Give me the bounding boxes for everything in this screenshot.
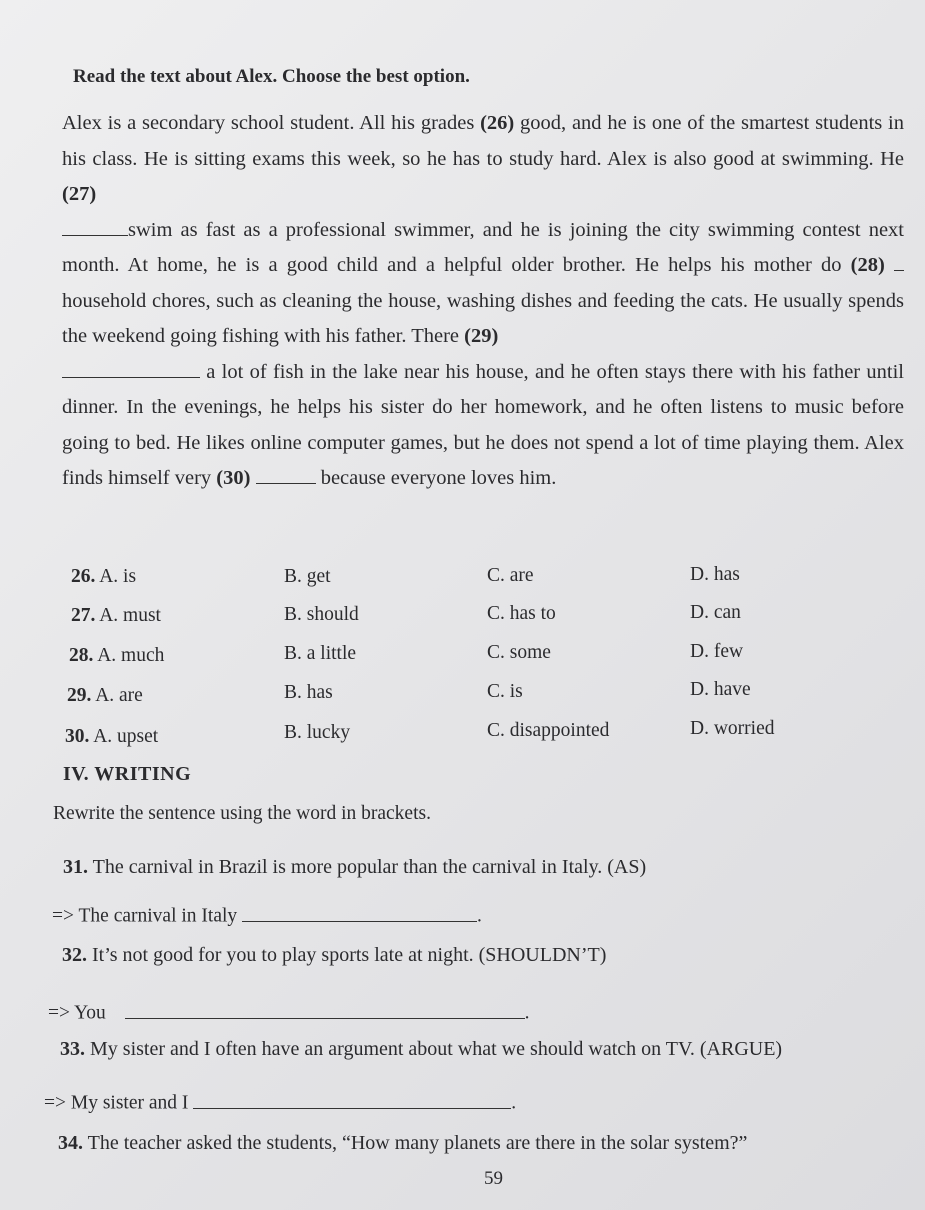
answer-line[interactable] [193,1088,511,1109]
passage-text-5: a lot of fish in the lake near his house, and he often stays there with his father until dinner. In the evenings, he helps his sister do her homework, and he often listens to music before going to bed. He likes online computer games, but he does not spend a lot of time playing them. Alex finds himself very [62,360,904,489]
option-d: D. has [690,564,740,585]
writing-instruction: Rewrite the sentence using the word in brackets. [53,803,431,824]
question-number: 33. [60,1038,85,1060]
gap-30-number: (30) [216,467,251,489]
page-number: 59 [484,1168,503,1189]
question-number: 31. [63,856,88,878]
option-b: B. has [284,682,333,703]
option-c: C. some [487,642,551,663]
question-32 [62,944,606,967]
answer-start: You [70,1002,106,1024]
question-34 [58,1132,747,1155]
option-row-27 [71,605,161,627]
option-b: B. get [284,566,331,587]
option-d: D. worried [690,718,775,739]
answer-33: => My sister and I . [44,1088,516,1115]
option-c: C. are [487,565,534,586]
question-text: The carnival in Brazil is more popular than the carnival in Italy. (AS) [88,856,647,878]
passage-text-3: swim as fast as a professional swimmer, and he is joining the city swimming contest next month. At home, he is a good child and a helpful older brother. He helps his mother do [62,218,904,276]
option-c: C. disappointed [487,720,610,741]
passage-text-6: because everyone loves him. [315,467,557,489]
question-number: 34. [58,1132,83,1154]
option-row-26 [71,566,136,588]
option-c: C. is [487,681,523,702]
answer-line[interactable] [242,901,477,922]
answer-32: => You . [48,998,530,1025]
option-a: A. is [99,566,137,587]
option-a: A. must [99,605,161,626]
option-row-28 [69,645,164,667]
question-text: It’s not good for you to play sports late at night. (SHOULDN’T) [87,944,607,966]
reading-instruction: Read the text about Alex. Choose the best option. [73,66,470,87]
writing-heading: IV. WRITING [63,763,192,785]
question-31 [63,856,646,879]
passage-text-1: Alex is a secondary school student. All his grades [62,112,481,134]
option-b: B. should [284,604,359,625]
option-row-30 [65,726,158,748]
option-d: D. few [690,641,744,662]
option-b: B. a little [284,643,357,664]
reading-passage [62,106,904,497]
gap-28-blank [894,250,904,272]
option-c: C. has to [487,603,556,624]
option-a: A. upset [93,726,159,747]
gap-27-blank [62,214,128,236]
gap-30-blank [256,463,316,485]
question-number: 27. [71,605,96,626]
arrow-icon: => [52,905,74,927]
gap-29-blank [62,356,200,378]
answer-31: => The carnival in Italy . [52,901,482,928]
gap-28-number: (28) [850,254,885,276]
question-number: 29. [67,685,92,706]
arrow-icon: => [44,1092,66,1114]
answer-start: My sister and I [66,1092,189,1114]
passage-text-4: household chores, such as cleaning the house, washing dishes and feeding the cats. He usually spends the weekend going fishing with his father. There [62,289,904,347]
question-number: 32. [62,944,87,966]
question-text: My sister and I often have an argument about what we should watch on TV. (ARGUE) [85,1038,783,1060]
answer-start: The carnival in Italy [74,905,238,927]
option-b: B. lucky [284,722,351,743]
option-d: D. can [690,602,741,623]
option-a: A. much [97,645,165,666]
gap-27-number: (27) [62,183,97,205]
option-row-29 [67,685,143,707]
question-number: 26. [71,566,96,587]
answer-line[interactable] [125,998,525,1019]
question-33 [60,1038,782,1061]
question-text: The teacher asked the students, “How many planets are there in the solar system?” [83,1132,748,1154]
question-number: 28. [69,645,94,666]
option-a: A. are [95,685,143,706]
question-number: 30. [65,726,90,747]
option-d: D. have [690,679,751,700]
passage-text-2: good, and he is one of the smartest students in his class. He is sitting exams this week, so he has to study hard. Alex is also good at swimming. He [62,112,904,170]
gap-26-number: (26) [480,112,515,134]
gap-29-number: (29) [464,325,499,347]
arrow-icon: => [48,1002,70,1024]
